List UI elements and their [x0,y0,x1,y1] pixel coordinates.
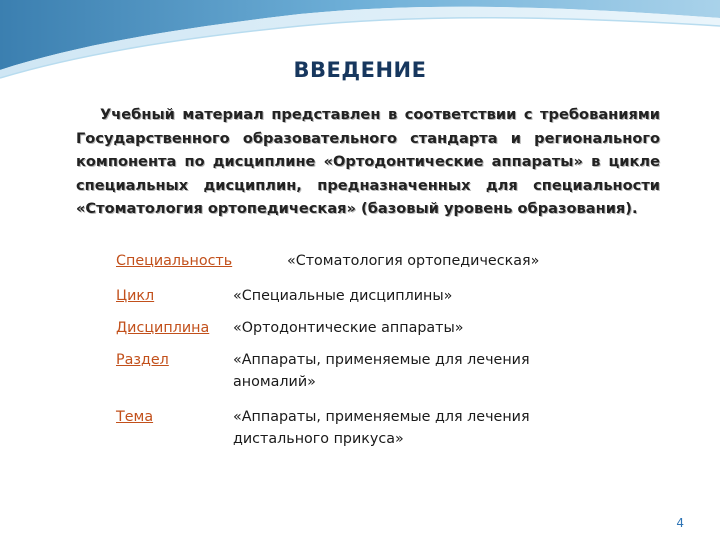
section-value: «Аппараты, применяемые для лечения аномалий» [233,352,530,390]
page-number: 4 [676,516,684,530]
topic-value: «Аппараты, применяемые для лечения дистального прикуса» [233,409,530,447]
section-link[interactable]: Раздел [116,352,169,368]
discipline-value: «Ортодонтические аппараты» [233,320,464,336]
cycle-link[interactable]: Цикл [116,288,155,304]
cycle-value: «Специальные дисциплины» [233,288,453,304]
intro-paragraph: Учебный материал представлен в соответствии с требованиями Государственного образовательного стандарта и регионального компонента по дисциплине «Ортодонтические аппараты» в цикле специальных дисциплин, предназначенных для специальности «Стоматология ортопедическая» (базовый уровень образования). [76,106,660,217]
specialty-link[interactable]: Специальность [116,253,233,269]
slide-title: ВВЕДЕНИЕ [293,58,427,82]
specialty-value: «Стоматология ортопедическая» [287,253,540,269]
discipline-link[interactable]: Дисциплина [116,320,210,336]
topic-link[interactable]: Тема [116,409,154,425]
